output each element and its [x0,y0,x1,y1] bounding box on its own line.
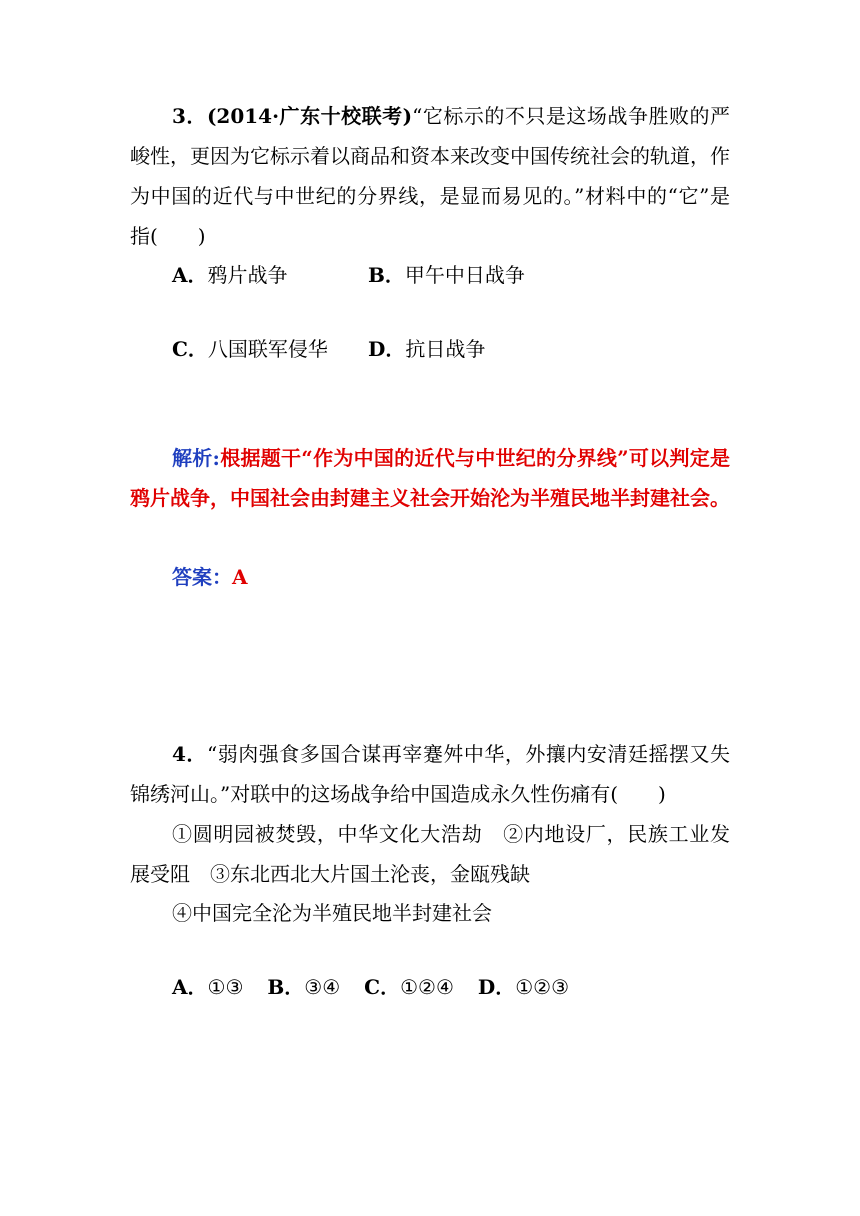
question-4-options [172,967,569,1007]
q4-option-d-text: ①②③ [515,975,570,999]
q4-option-c-label: C． [364,975,401,999]
question-3-stem [130,96,730,256]
option-b-text: 甲午中日战争 [404,263,525,287]
question-3-option-d [368,329,485,369]
question-4-items-text: ①圆明园被焚毁，中华文化大浩劫 ②内地设厂，民族工业发展受阻 ③东北西北大片国土沦丧，金瓯残缺 [130,822,730,886]
question-3-text: “它标示的不只是这场战争胜败的严峻性，更因为它标示着以商品和资本来改变中国传统社会的轨道，作为中国的近代与中世纪的分界线，是显而易见的。”材料中的“它”是指( ) [130,104,730,248]
option-d-label: D． [368,337,406,361]
question-4-stem [130,734,730,814]
question-4-text: “弱肉强食多国合谋再宰蹇舛中华，外攘内安清廷摇摆又失锦绣河山。”对联中的这场战争给中国造成永久性伤痛有( ) [130,742,730,806]
question-3-source: (2014·广东十校联考) [206,104,413,128]
question-4-number: 4． [172,742,207,766]
item-4-text: ④中国完全沦为半殖民地半封建社会 [172,901,492,925]
question-3-answer [172,557,248,597]
option-b-label: B． [368,263,405,287]
q4-option-b-text: ③④ [304,975,341,999]
question-4-item-4 [172,893,492,933]
question-3-analysis [130,438,730,518]
q4-option-c-text: ①②④ [400,975,454,999]
answer-value: A [232,565,248,589]
option-c-label: C． [172,337,208,361]
q4-option-d-label: D． [477,975,516,999]
question-3-option-b [368,255,525,295]
question-3-option-a [172,255,288,295]
option-a-label: A． [172,263,208,287]
option-c-text: 八国联军侵华 [207,337,328,361]
analysis-text: 根据题干“作为中国的近代与中世纪的分界线”可以判定是鸦片战争，中国社会由封建主义社会开始沦为半殖民地半封建社会。 [130,446,730,510]
question-4-items [130,814,730,894]
q4-option-a-text: ①③ [207,975,244,999]
answer-label: 答案： [172,565,232,589]
option-d-text: 抗日战争 [405,337,486,361]
q4-option-a-label: A． [172,975,208,999]
question-3-number: 3． [172,104,207,128]
q4-option-b-label: B． [267,975,305,999]
question-3-option-c [172,329,328,369]
option-a-text: 鸦片战争 [207,263,288,287]
analysis-label: 解析: [172,446,220,470]
